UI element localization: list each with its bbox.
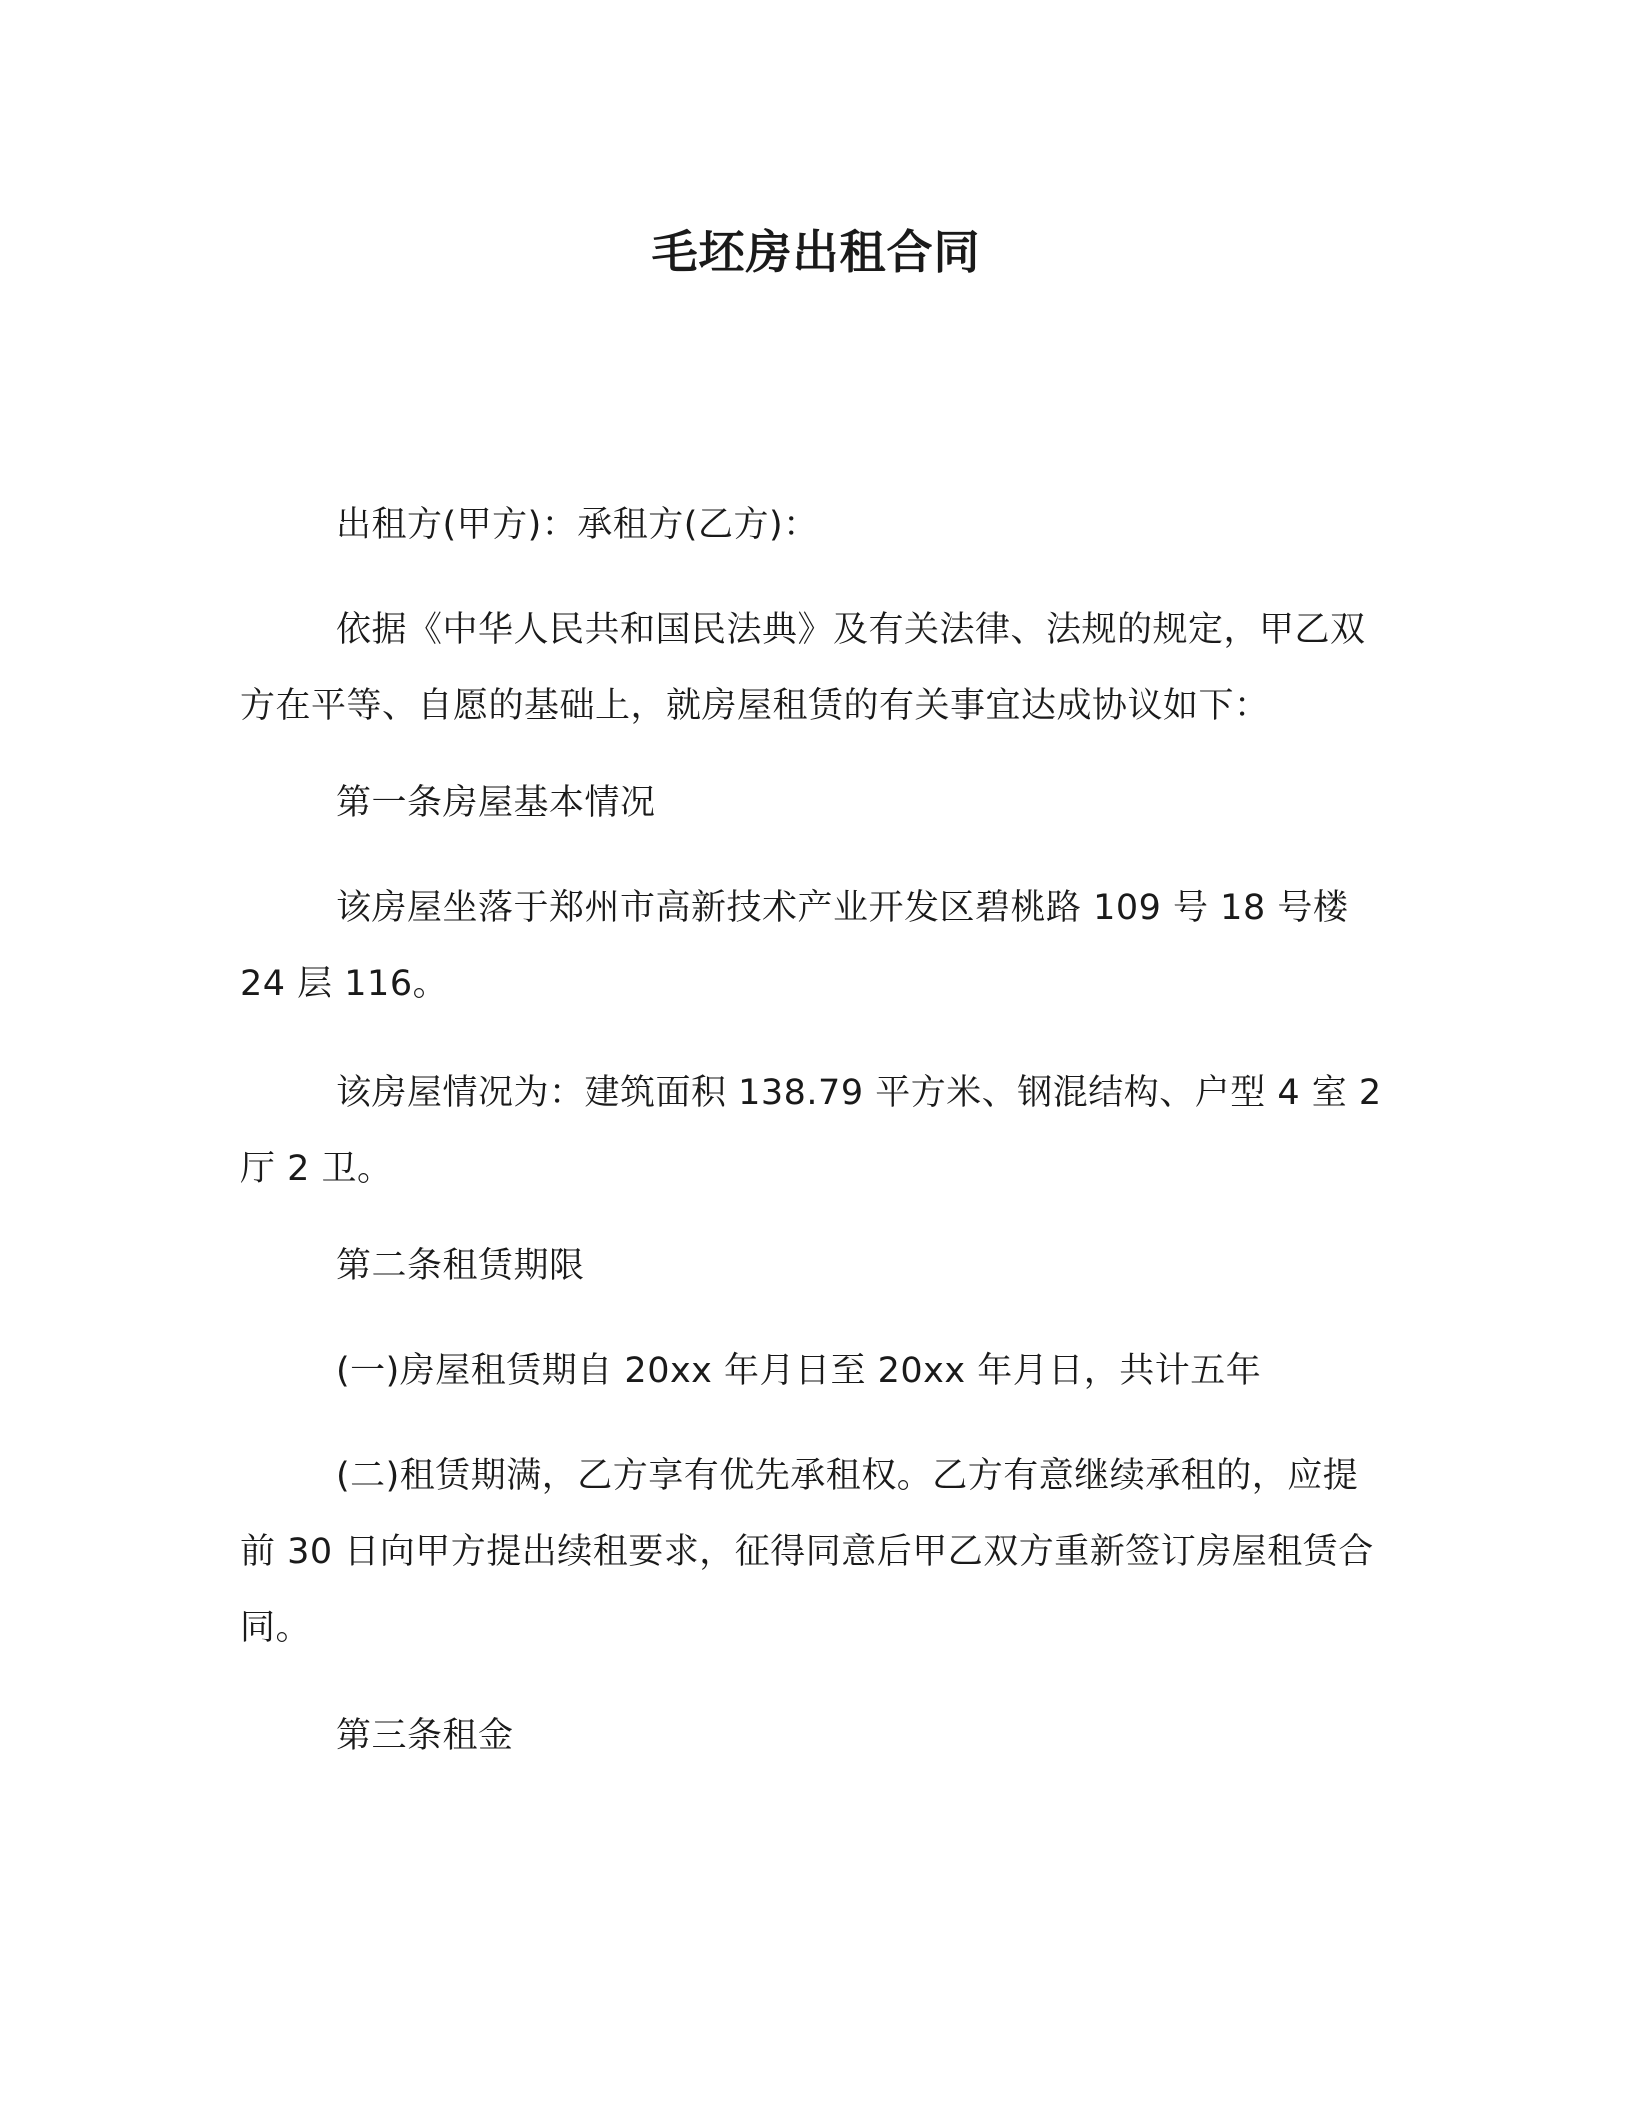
article-1-heading: 第一条房屋基本情况 <box>336 783 656 823</box>
article-2-heading: 第二条租赁期限 <box>336 1246 585 1286</box>
lease-term-item-2: (二)租赁期满，乙方享有优先承租权。乙方有意继续承租的，应提前 30 日向甲方提出续租要求，征得同意后甲乙双方重新签订房屋租赁合同。 <box>240 1456 1374 1648</box>
document-title: 毛坯房出租合同 <box>651 225 981 279</box>
property-description-paragraph: 该房屋情况为：建筑面积 138.79 平方米、钢混结构、户型 4 室 2 厅 2 卫。 <box>240 1073 1382 1189</box>
article-3-heading: 第三条租金 <box>336 1716 514 1756</box>
property-location-paragraph: 该房屋坐落于郑州市高新技术产业开发区碧桃路 109 号 18 号楼 24 层 116。 <box>240 888 1349 1004</box>
lease-term-item-1: (一)房屋租赁期自 20xx 年月日至 20xx 年月日，共计五年 <box>336 1351 1262 1391</box>
basis-paragraph: 依据《中华人民共和国民法典》及有关法律、法规的规定，甲乙双方在平等、自愿的基础上，就房屋租赁的有关事宜达成协议如下： <box>240 610 1366 726</box>
parties-line: 出租方(甲方)：承租方(乙方)： <box>336 505 819 545</box>
